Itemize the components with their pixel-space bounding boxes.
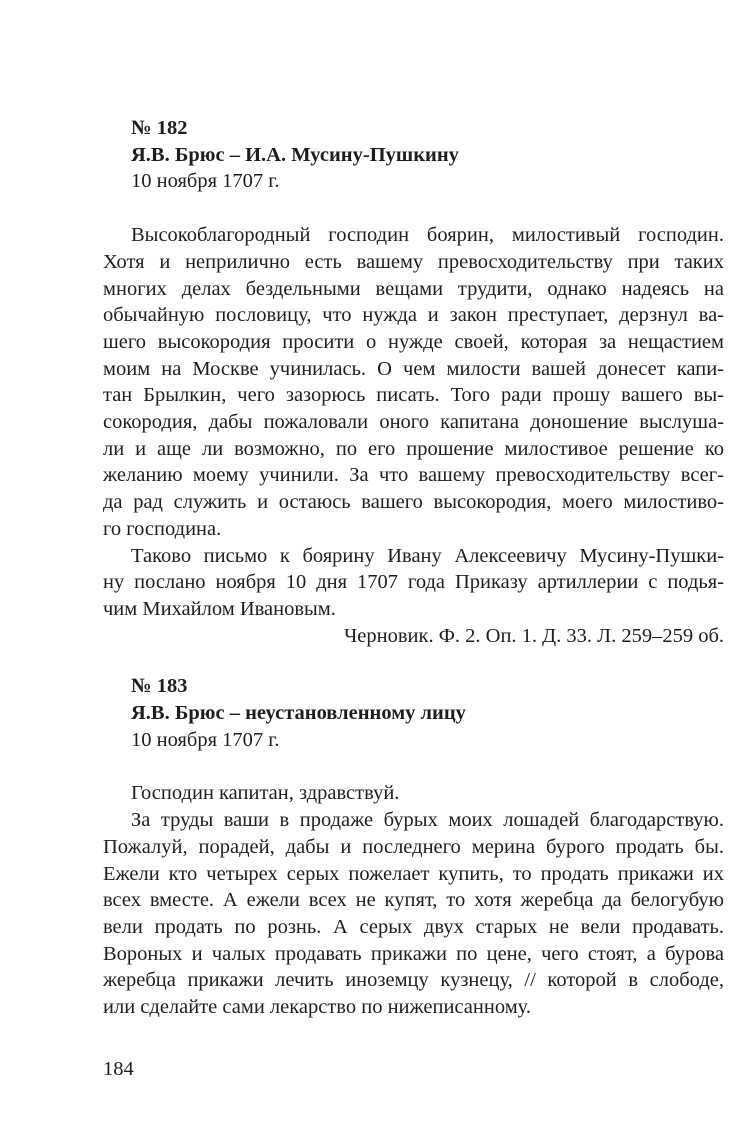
text-line: да рад служить и остаюсь вашего высокородия, моего милостиво- — [103, 491, 724, 514]
text-line: сокородия, дабы пожаловали оного капитана доношение выслуша- — [103, 411, 724, 434]
letter-182 — [103, 115, 724, 649]
text-line: ли и аще ли возможно, по его прошение милостивое решение ко — [103, 437, 724, 460]
text-line: тан Брылкин, чего зазорюсь писать. Того ради прошу вашего вы- — [103, 384, 724, 407]
document-date: 10 ноября 1707 г. — [131, 728, 280, 751]
page-number: 184 — [103, 1058, 134, 1080]
text-line: или сделайте сами лекарство по нижеписанному. — [103, 996, 531, 1019]
letter-183 — [103, 673, 724, 1020]
text-line: За труды ваши в продаже бурых моих лошадей благодарствую. — [131, 809, 724, 832]
greeting-line: Господин капитан, здравствуй. — [131, 782, 400, 805]
text-line: жеребца прикажи лечить иноземцу кузнецу, // которой в слободе, — [103, 969, 724, 992]
letter-body — [103, 222, 724, 542]
text-line: многих делах бездельными вещами трудити, однако надеясь на — [103, 277, 724, 300]
page-content — [103, 115, 724, 1021]
document-title: Я.В. Брюс – неустановленному лицу — [131, 702, 466, 725]
note-line: ну послано ноября 10 дня 1707 года Приказу артиллерии с подья- — [103, 571, 724, 594]
note-line: чим Михайлом Ивановым. — [103, 597, 336, 620]
text-line: вели продать по рознь. А серых двух старых не вели продавать. — [103, 915, 724, 938]
text-line: Пожалуй, порадей, дабы и последнего мерина бурого продать бы. — [103, 835, 724, 858]
text-line: всех вместе. А ежели всех не купят, то хотя жеребца да белогубую — [103, 889, 724, 912]
archive-source: Черновик. Ф. 2. Оп. 1. Д. 33. Л. 259–259 об. — [343, 624, 724, 647]
text-line: Вороных и чалых продавать прикажи по цене, чего стоят, а бурова — [103, 942, 724, 965]
note-line: Таково письмо к боярину Ивану Алексеевичу Мусину-Пушки- — [131, 544, 724, 567]
letter-body — [103, 807, 724, 1021]
letter-note — [103, 543, 724, 623]
text-line: го господина. — [103, 517, 222, 540]
text-line: моим на Москве учинилась. О чем милости вашей донесет капи- — [103, 357, 724, 380]
text-line: Хотя и неприлично есть вашему превосходительству при таких — [103, 250, 724, 273]
document-date: 10 ноября 1707 г. — [131, 170, 280, 193]
text-line: Ежели кто четырех серых пожелает купить, то продать прикажи их — [103, 862, 724, 885]
text-line: желанию моему учинили. За что вашему превосходительству всег- — [103, 464, 724, 487]
document-number: № 182 — [131, 117, 188, 139]
text-line: шего высокородия просити о нужде своей, которая за нещастием — [103, 330, 724, 353]
text-line: обычайную пословицу, что нужда и закон преступает, дерзнул ва- — [103, 304, 724, 327]
document-title: Я.В. Брюс – И.А. Мусину-Пушкину — [131, 143, 459, 166]
document-number: № 183 — [131, 675, 188, 698]
text-line: Высокоблагородный господин боярин, милостивый господин. — [131, 224, 724, 247]
